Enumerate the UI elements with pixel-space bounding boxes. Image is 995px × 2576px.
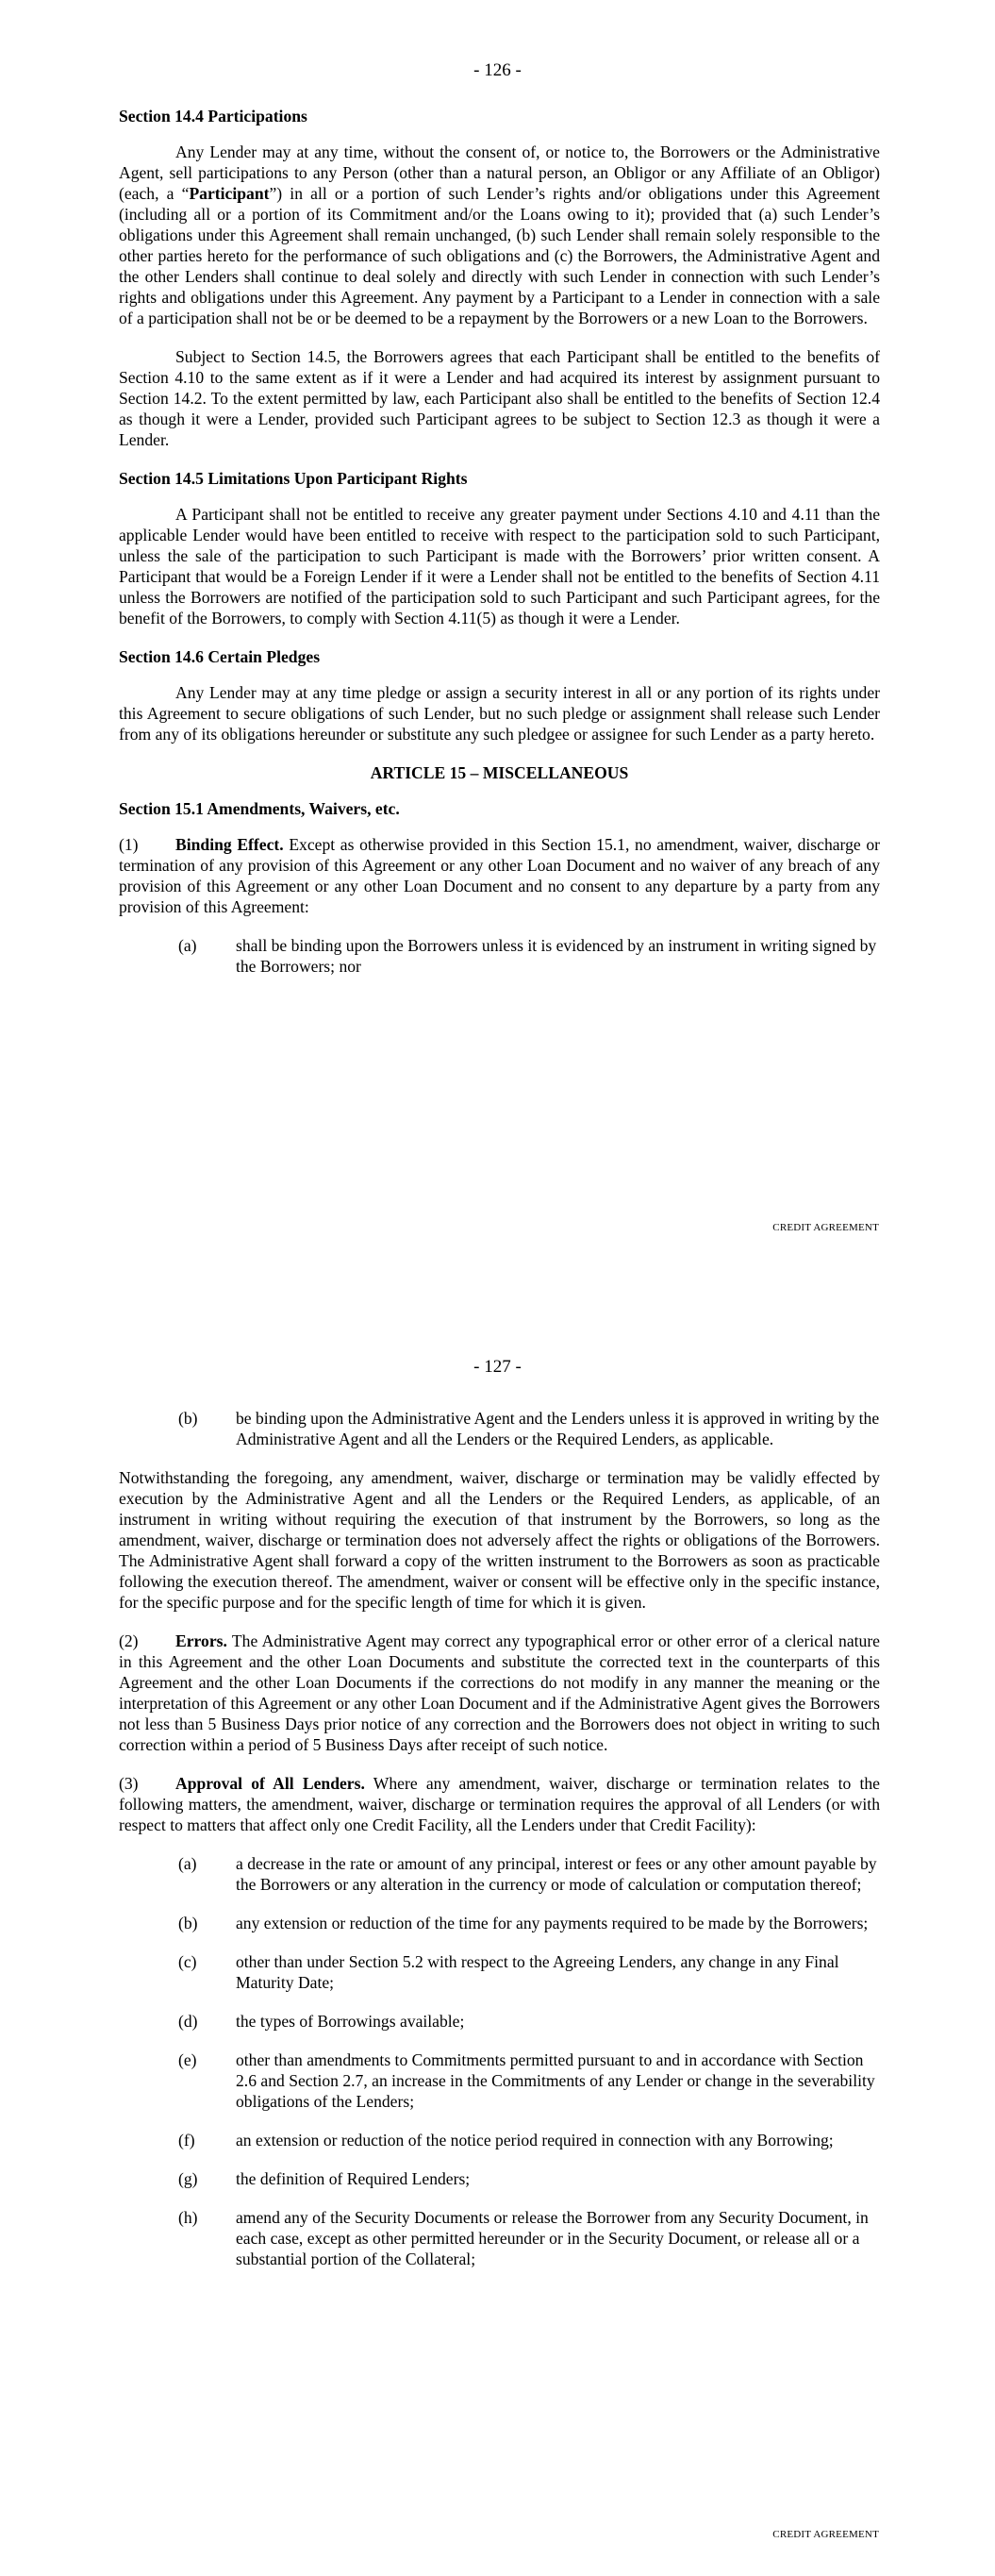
list-item-text: the types of Borrowings available;	[236, 2012, 465, 2031]
list-item-marker: (e)	[178, 2050, 197, 2069]
section-14-5-heading: Section 14.5 Limitations Upon Participant Rights	[119, 469, 468, 488]
list-item-marker: (b)	[178, 1914, 198, 1932]
section-15-1-item-3	[119, 1773, 880, 1835]
section-14-4-paragraph-2: Subject to Section 14.5, the Borrowers agrees that each Participant shall be entitled to the benefits of Section 4.10 to the same extent as if it were a Lender and had acquired its interest by assignment pursuant to Section 14.2. To the extent permitted by law, each Participant also shall be entitled to the benefits of Section 12.4 as though it were a Lender, provided such Participant agrees to be subject to Section 12.3 as though it were a Lender.	[119, 347, 880, 449]
section-14-5-paragraph-1: A Participant shall not be entitled to receive any greater payment under Sections 4.10 and 4.11 than the applicable Lender would have been entitled to receive with respect to the participation sold to such Participant, unless the sale of the participation to such Participant is made with the Borrowers’ prior written consent. A Participant that would be a Foreign Lender if it were a Lender shall not be entitled to the benefits of Section 4.11 unless the Borrowers are notified of the participation sold to such Participant and such Participant agrees, for the benefit of the Borrowers, to comply with Section 4.11(5) as though it were a Lender.	[119, 505, 880, 627]
list-item-text: a decrease in the rate or amount of any principal, interest or fees or any other amount payable by the Borrowers or any alteration in the currency or mode of calculation or computation thereof;	[236, 1854, 877, 1894]
list-item	[119, 2011, 880, 2032]
item-label: Errors.	[175, 1631, 227, 1650]
defined-term: Participant	[189, 184, 270, 203]
list-item	[119, 2130, 880, 2150]
article-15-heading: ARTICLE 15 – MISCELLANEOUS	[370, 763, 629, 782]
notwithstanding-paragraph: Notwithstanding the foregoing, any amendment, waiver, discharge or termination may be validly effected by execution by the Administrative Agent and all the Lenders or the Required Lenders, as applicable, of an instrument in writing without requiring the execution of that instrument by the Borrowers, so long as the amendment, waiver, discharge or termination does not adversely affect the rights or obligations of the Borrowers. The Administrative Agent shall forward a copy of the written instrument to the Borrowers as soon as practicable following the execution thereof. The amendment, waiver or consent will be effective only in the specific instance, for the specific purpose and for the specific length of time for which it is given.	[119, 1468, 880, 1612]
sub-item-b	[119, 1408, 880, 1449]
item-label: Approval of All Lenders.	[175, 1774, 365, 1793]
list-item-text: other than under Section 5.2 with respect to the Agreeing Lenders, any change in any Final Maturity Date;	[236, 1952, 839, 1992]
list-item-marker: (a)	[178, 1854, 197, 1873]
list-item	[119, 2168, 880, 2189]
item-number: (2)	[119, 1631, 139, 1650]
paragraph-text: ”) in all or a portion of such Lender’s rights and/or obligations under this Agreement (including all or a portion of its Commitment and/or the Loans owing to it); provided that (a) such Lender’s obligations under this Agreement shall remain unchanged, (b) such Lender shall remain solely responsible to the other parties hereto for the performance of such obligations and (c) the Borrowers, the Administrative Agent and the other Lenders shall continue to deal solely and directly with such Lender in connection with such Lender’s rights and obligations under this Agreement. Any payment by a Participant to a Lender in connection with a sale of a participation shall not be or be deemed to be a repayment by the Borrowers or a new Loan to the Borrowers.	[119, 184, 880, 327]
page-footer: CREDIT AGREEMENT	[772, 2529, 879, 2540]
page-127-body	[119, 1408, 880, 2287]
section-14-6-heading: Section 14.6 Certain Pledges	[119, 647, 321, 666]
list-item-marker: (h)	[178, 2208, 198, 2227]
item-text: The Administrative Agent may correct any typographical error or other error of a clerical nature in this Agreement and the other Loan Documents and substitute the corrected text in the counterparts of this Agreement and the other Loan Documents if the corrections do not modify in any manner the meaning or the interpretation of this Agreement or any other Loan Document and if the Administrative Agent gives the Borrowers not less than 5 Business Days prior notice of any correction and the Borrowers does not object in writing to such correction within a period of 5 Business Days after receipt of such notice.	[119, 1631, 880, 1754]
section-15-1-item-1	[119, 834, 880, 917]
sub-item-text: shall be binding upon the Borrowers unless it is evidenced by an instrument in writing signed by the Borrowers; nor	[236, 936, 877, 976]
list-item-text: amend any of the Security Documents or release the Borrower from any Security Document, in each case, except as other permitted hereunder or in the Security Document, or release all or a substantial portion of the Collateral;	[236, 2208, 869, 2268]
page-number: - 126 -	[473, 60, 522, 80]
page-126-body	[119, 106, 880, 995]
list-item-text: the definition of Required Lenders;	[236, 2169, 471, 2188]
list-item-marker: (f)	[178, 2131, 195, 2149]
section-14-6-paragraph-1: Any Lender may at any time pledge or assign a security interest in all or any portion of its rights under this Agreement to secure obligations of such Lender, but no such pledge or assignment shall release such Lender from any of its obligations hereunder or substitute any such pledgee or assignee for such Lender as a party hereto.	[119, 683, 880, 744]
page-127	[0, 1283, 995, 2576]
list-item-text: any extension or reduction of the time for any payments required to be made by the Borrowers;	[236, 1914, 869, 1932]
page-126	[0, 0, 995, 1283]
list-item-text: an extension or reduction of the notice period required in connection with any Borrowing;	[236, 2131, 834, 2149]
sub-item-a	[119, 935, 880, 977]
list-item	[119, 1951, 880, 1993]
item-label: Binding Effect.	[175, 835, 284, 854]
list-item	[119, 1913, 880, 1933]
page-number: - 127 -	[473, 1357, 522, 1377]
paragraph-text: Any Lender may at any time, without the consent of, or notice to, the Borrowers or the Administrative Agent, sell participations to any Person (other than a natural person, an Obligor or any Affiliate of an Obligor) (each, a “	[119, 142, 880, 203]
list-item	[119, 2207, 880, 2269]
item-text: Except as otherwise provided in this Section 15.1, no amendment, waiver, discharge or termination of any provision of this Agreement or any other Loan Document and no waiver of any breach of any provision of this Agreement or any other Loan Document and no consent to any departure by a party from any provision of this Agreement:	[119, 835, 881, 916]
item-text: Where any amendment, waiver, discharge or termination relates to the following matters, the amendment, waiver, discharge or termination requires the approval of all Lenders (or with respect to matters that affect only one Credit Facility, all the Lenders under that Credit Facility):	[119, 1774, 880, 1834]
sub-item-marker: (a)	[178, 936, 197, 955]
sub-item-text: be binding upon the Administrative Agent and the Lenders unless it is approved in writing by the Administrative Agent and all the Lenders or the Required Lenders, as applicable.	[236, 1409, 880, 1448]
list-item-text: other than amendments to Commitments permitted pursuant to and in accordance with Section 2.6 and Section 2.7, an increase in the Commitments of any Lender or change in the severability obligations of the Lenders;	[236, 2050, 875, 2111]
section-14-4-heading: Section 14.4 Participations	[119, 107, 307, 125]
list-item	[119, 1853, 880, 1895]
sub-item-marker: (b)	[178, 1409, 198, 1428]
item-number: (3)	[119, 1774, 139, 1793]
page-footer: CREDIT AGREEMENT	[772, 1222, 879, 1233]
section-15-1-item-2	[119, 1631, 880, 1755]
section-15-1-heading: Section 15.1 Amendments, Waivers, etc.	[119, 799, 400, 818]
item-number: (1)	[119, 835, 139, 854]
list-item-marker: (d)	[178, 2012, 198, 2031]
list-item-marker: (g)	[178, 2169, 198, 2188]
list-item	[119, 2049, 880, 2112]
list-item-marker: (c)	[178, 1952, 197, 1971]
section-14-4-paragraph-1	[119, 142, 880, 328]
